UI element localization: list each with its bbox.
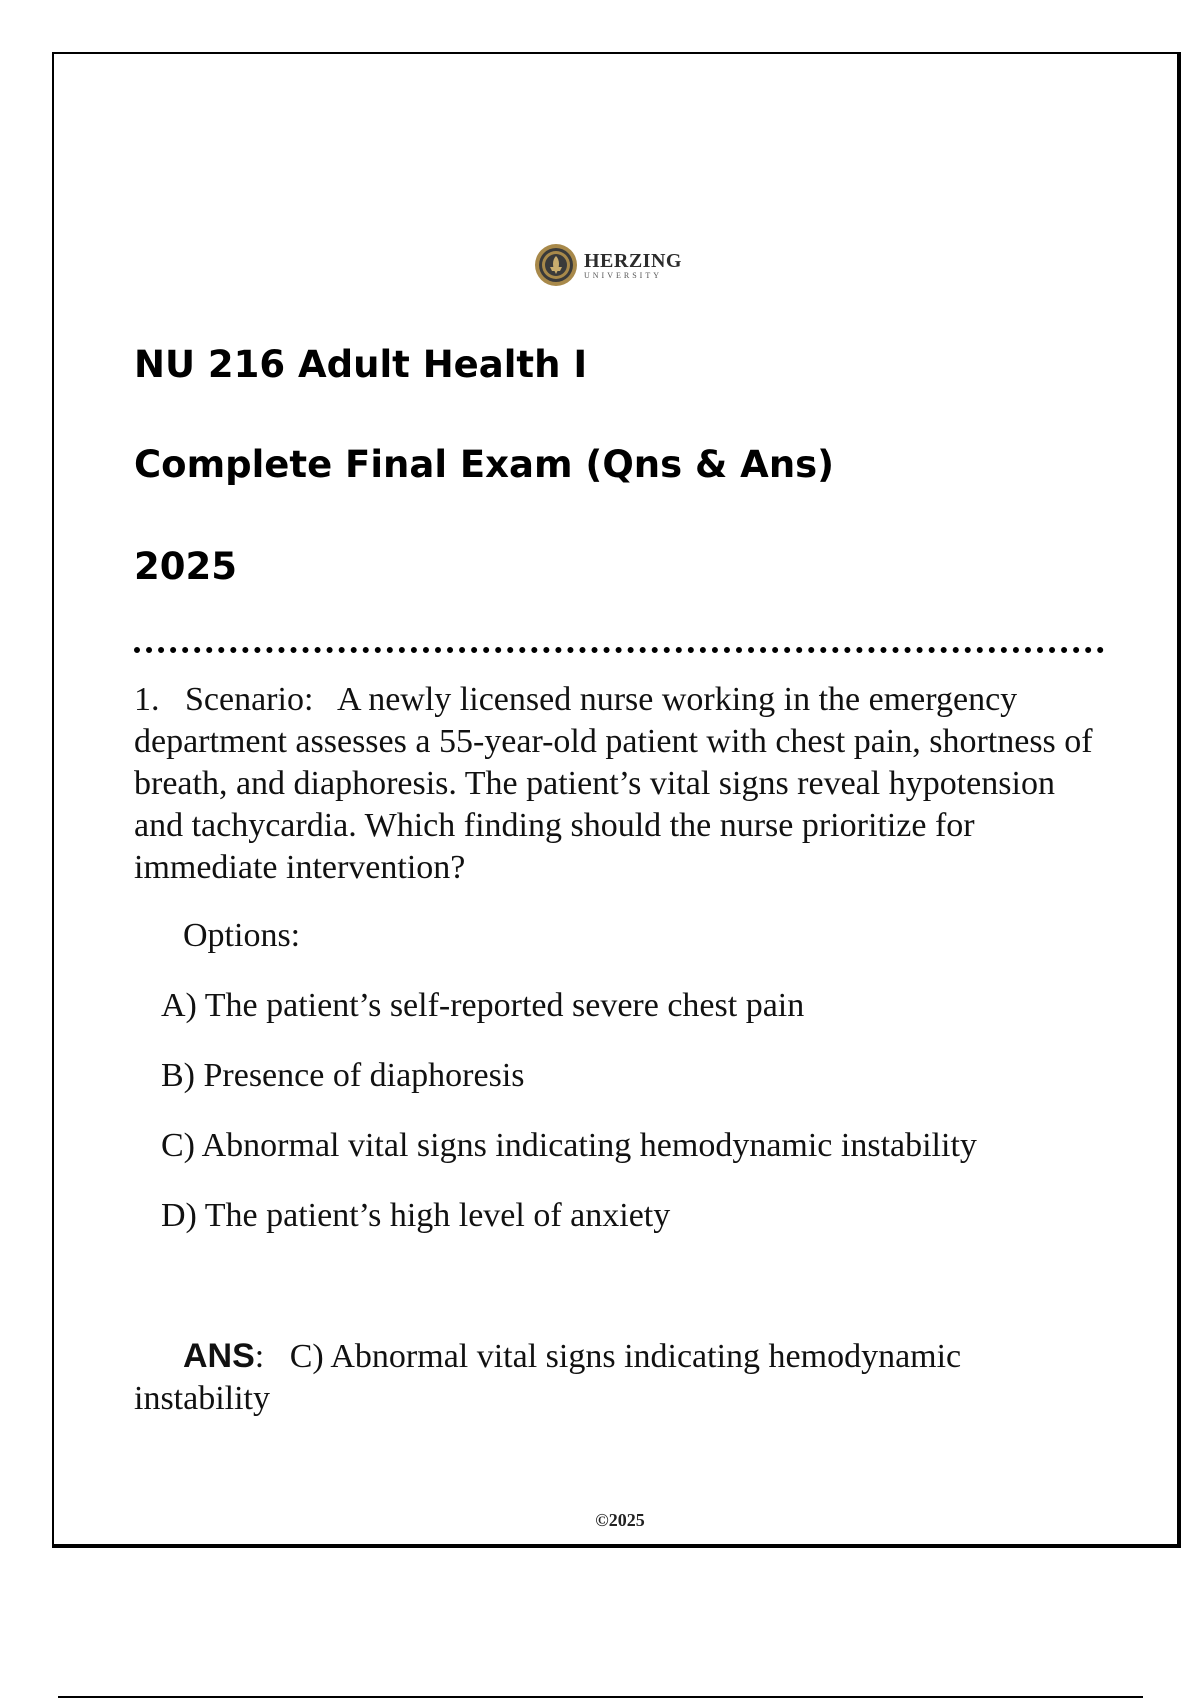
exam-title: Complete Final Exam (Qns & Ans) [134,443,835,486]
exam-year: 2025 [134,545,237,588]
options-label: Options: [183,917,301,954]
university-logo [534,241,682,289]
copyright: ©2025 [595,1510,645,1530]
question-number: 1. [134,681,160,718]
logo-wordmark [584,251,682,280]
option-d: D) The patient’s high level of anxiety [161,1197,671,1234]
question-1 [134,679,1094,889]
answer: ANS: C) Abnormal vital signs indicating hemodynamic instability [134,1337,962,1417]
dotted-divider [134,647,1104,653]
option-a: A) The patient’s self-reported severe chest pain [161,987,805,1024]
logo-subtitle: UNIVERSITY [584,270,662,280]
footer-rule [58,1696,1143,1698]
option-c: C) Abnormal vital signs indicating hemodynamic instability [161,1127,977,1164]
option-b: B) Presence of diaphoresis [161,1057,525,1094]
university-seal-icon [534,243,578,287]
answer-text: C) Abnormal vital signs indicating hemodynamic instability [134,1338,962,1417]
course-title: NU 216 Adult Health I [134,343,588,386]
question-label: Scenario: [185,681,314,718]
logo-name: HERZING [584,249,682,272]
question-text: A newly licensed nurse working in the emergency department assesses a 55-year-old patient with chest pain, shortness of breath, and diaphoresis. The patient’s vital signs reveal hypotension and tachycardia. Which finding should the nurse prioritize for immediate intervention? [134,681,1093,886]
answer-label: ANS [183,1337,255,1375]
